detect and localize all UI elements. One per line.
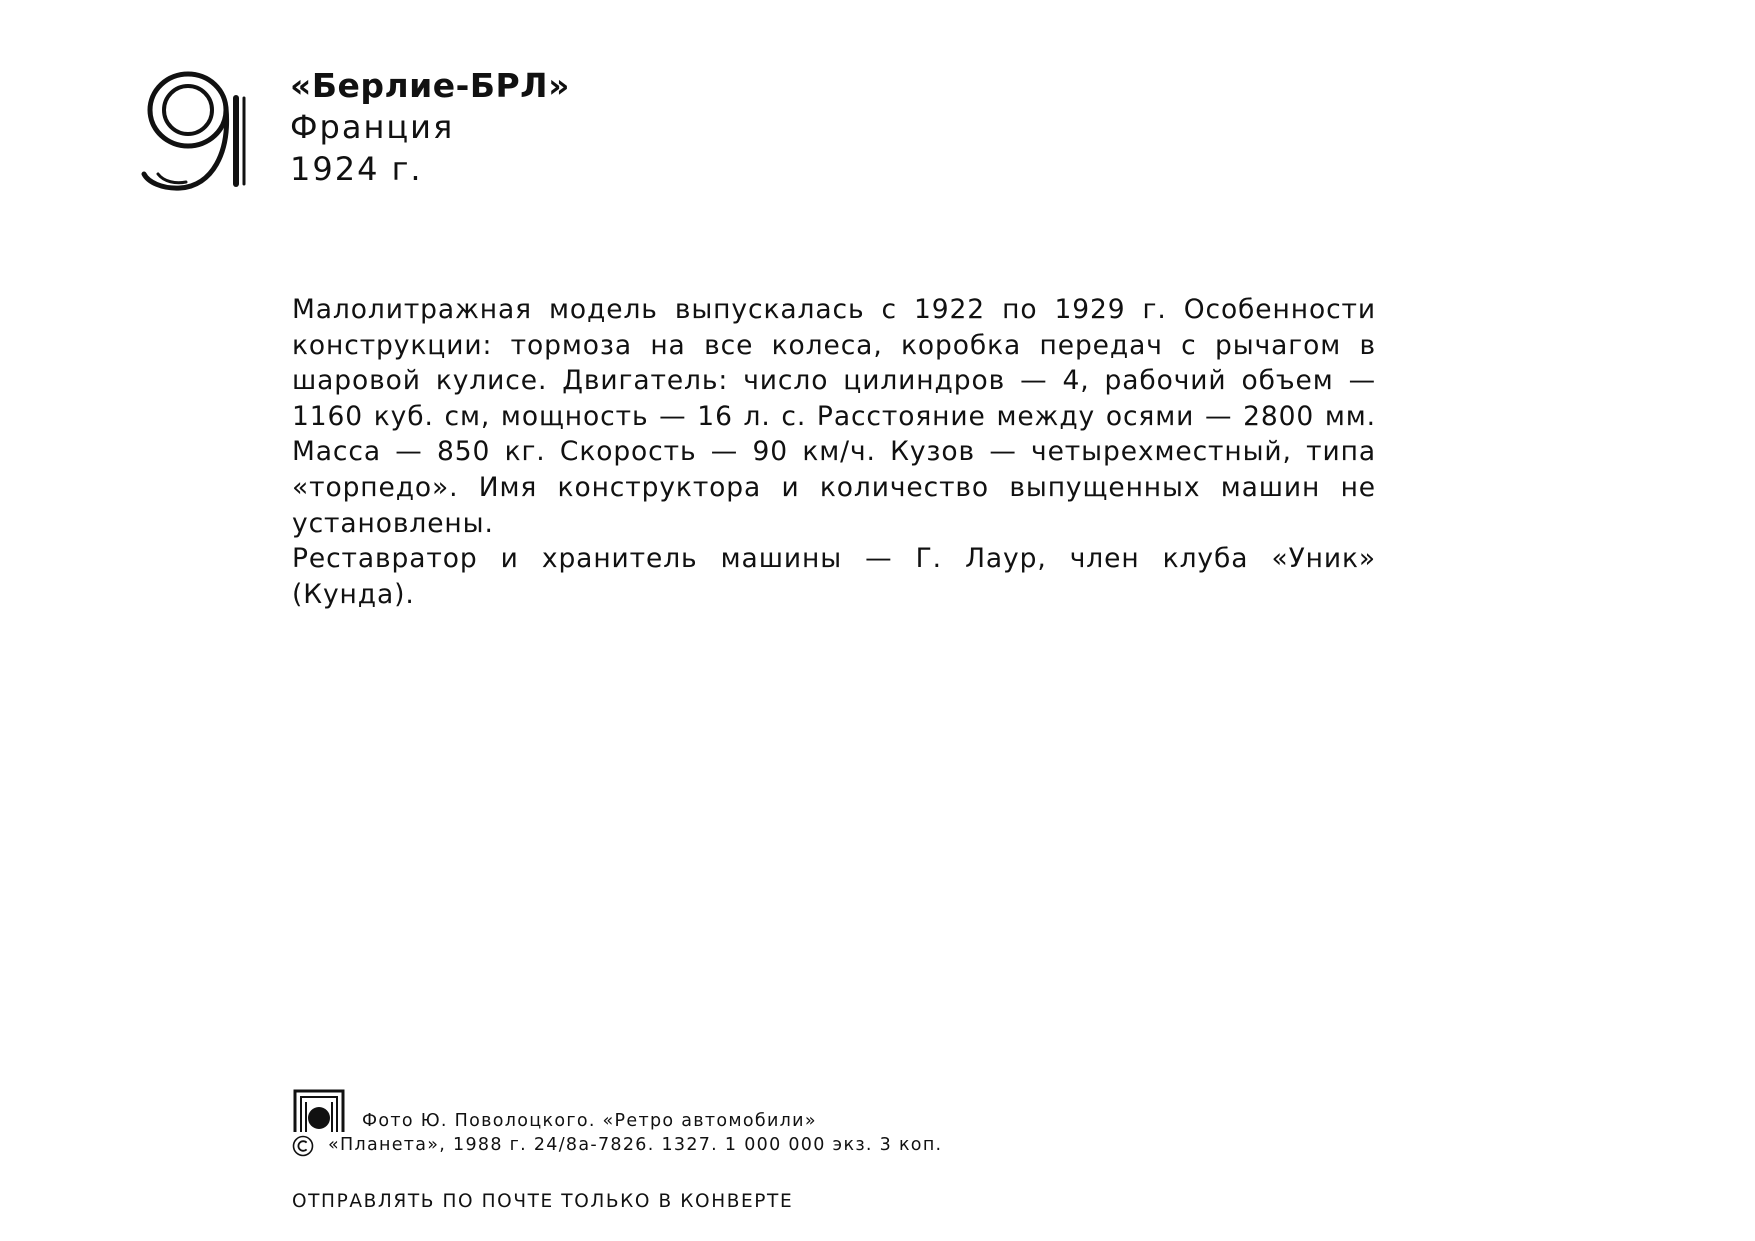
postcard-footer [292, 1088, 1192, 1212]
copyright-icon [292, 1135, 314, 1157]
description-paragraph: Малолитражная модель выпускалась с 1922 по 1929 г. Особенности конструкции: тормоза на все колеса, коробка передач с рычагом в шаровой кулисе. Двигатель: число цилиндров — 4, рабочий объем — 1160 куб. см, мощность — 16 л. с. Расстояние между осями — 2800 мм. Масса — 850 кг. Скорость — 90 км/ч. Кузов — четырехместный, типа «торпедо». Имя конструктора и количество выпущенных машин не установлены. [292, 294, 1376, 539]
imprint-line: «Планета», 1988 г. 24/8а-7826. 1327. 1 000 000 экз. 3 коп. [328, 1135, 943, 1155]
copyright-row [292, 1134, 1192, 1158]
planeta-publisher-logo-icon [292, 1088, 346, 1134]
car-description [292, 292, 1376, 612]
car-country: Франция [290, 108, 455, 146]
photo-credit: Фото Ю. Поволоцкого. «Ретро автомобили» [362, 1111, 817, 1131]
car-year: 1924 г. [290, 150, 423, 188]
card-number [140, 58, 250, 198]
card-header [290, 66, 990, 190]
card-number-glyph [140, 58, 250, 198]
car-title: «Берлие-БРЛ» [290, 66, 570, 105]
credit-row [292, 1088, 1192, 1134]
mail-notice: ОТПРАВЛЯТЬ ПО ПОЧТЕ ТОЛЬКО В КОНВЕРТЕ [292, 1191, 794, 1212]
restorer-paragraph: Реставратор и хранитель машины — Г. Лаур, член клуба «Уник» (Кунда). [292, 543, 1376, 610]
